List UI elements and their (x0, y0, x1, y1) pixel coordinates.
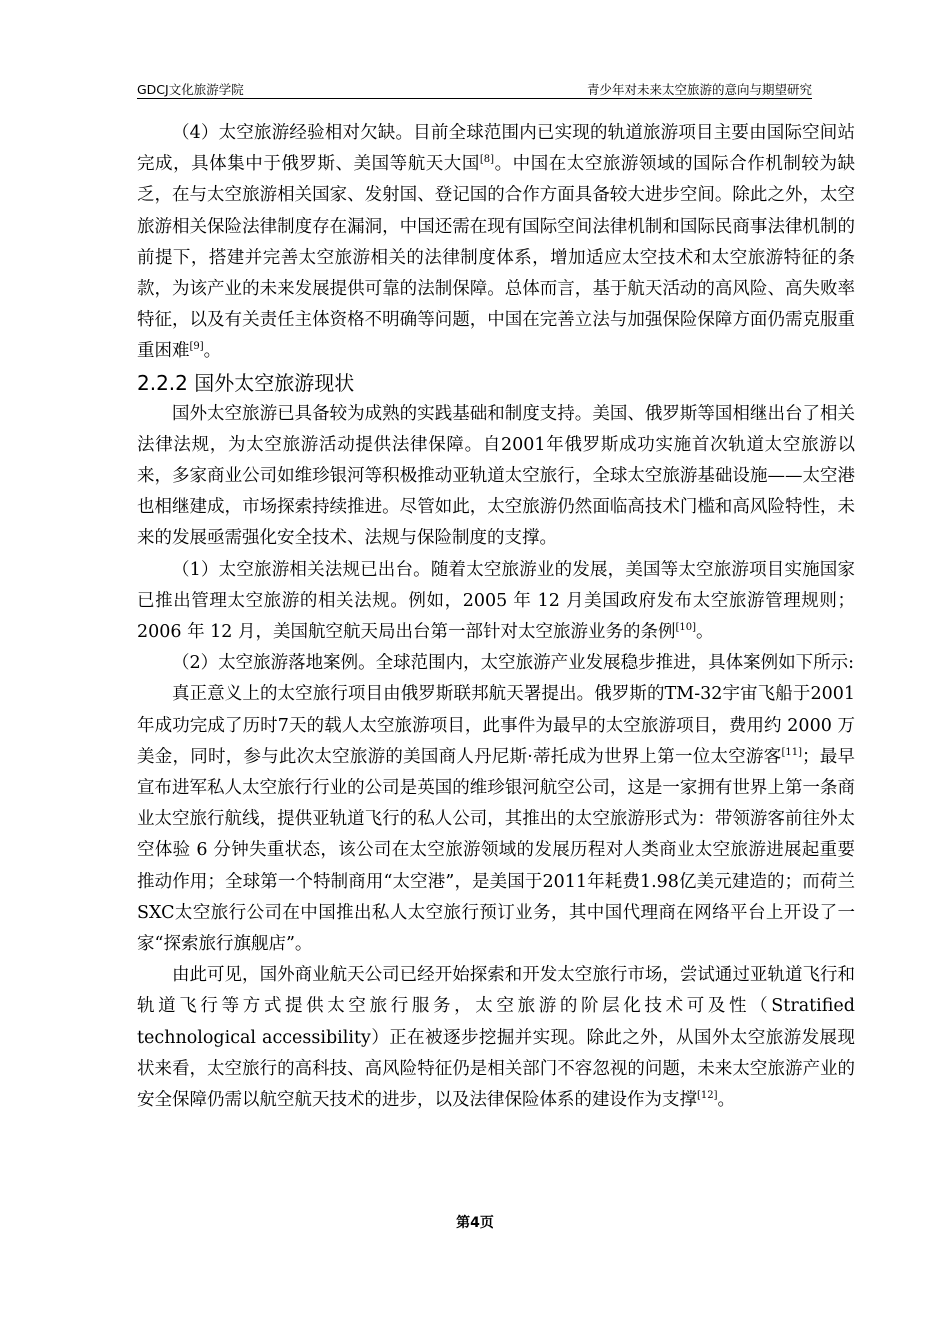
paragraph-regulations (137, 555, 855, 649)
paragraph-text: （1）太空旅游相关法规已出台。随着太空旅游业的发展，美国等太空旅游项目实施国家已推出管理太空旅游的相关法规。例如，2005 年 12 月美国政府发布太空旅游管理规则；2006 年 12 月，美国航空航天局出台第一部针对太空旅游业务的条例 (137, 559, 855, 643)
citation-ref[interactable]: [9] (189, 341, 204, 353)
paragraph-text: 。 (203, 341, 222, 362)
paragraph-text: 。中国在太空旅游领域的国际合作机制较为缺乏，在与太空旅游相关国家、发射国、登记国的合作方面具备较大进步空间。除此之外，太空旅游相关保险法律制度存在漏洞，中国还需在现有国际空间法律机制和国际民商事法律机制的前提下，搭建并完善太空旅游相关的法律制度体系，增加适应太空技术和太空旅游特征的条款，为该产业的未来发展提供可靠的法制保障。总体而言，基于航天活动的高风险、高失败率特征，以及有关责任主体资格不明确等问题，中国在完善立法与加强保险保障方面仍需克服重重困难 (137, 154, 855, 362)
paragraph-text: 由此可见，国外商业航天公司已经开始探索和开发太空旅行市场，尝试通过亚轨道飞行和轨道飞行等方式提供太空旅行服务，太空旅游的阶层化技术可及性（Stratified technological accessibility）正在被逐步挖掘并实现。除此之外，从国外太空旅游发展现状来看，太空旅行的高科技、高风险特征仍是相关部门不容忽视的问题，未来太空旅游产业的安全保障仍需以航空航天技术的进步，以及法律保险体系的建设作为支撑 (137, 965, 855, 1111)
paragraph-conclusion (137, 960, 855, 1116)
citation-ref[interactable]: [10] (675, 622, 697, 634)
paragraph-text: 真正意义上的太空旅行项目由俄罗斯联邦航天署提出。俄罗斯的TM-32宇宙飞船于2001年成功完成了历时7天的载人太空旅游项目，此事件为最早的太空旅游项目，费用约 2000 万美金，同时，参与此次太空旅游的美国商人丹尼斯·蒂托成为世界上第一位太空游客 (137, 684, 855, 767)
paragraph-text: （4）太空旅游经验相对欠缺。目前全球范围内已实现的轨道旅游项目主要由国际空间站完成，具体集中于俄罗斯、美国等航天大国 (137, 123, 855, 175)
paragraph-cases-intro: （2）太空旅游落地案例。全球范围内，太空旅游产业发展稳步推进，具体案例如下所示: (172, 653, 855, 674)
citation-ref[interactable]: [8] (479, 154, 495, 166)
paragraph-cases (137, 679, 855, 960)
section-heading: 2.2.2 国外太空旅游现状 (137, 370, 355, 395)
paragraph-text: 。 (717, 1090, 736, 1111)
citation-ref[interactable]: [12] (697, 1090, 718, 1102)
paragraph-text: ；最早宣布进军私人太空旅行行业的公司是英国的维珍银河航空公司，这是一家拥有世界上第一条商业太空旅行航线，提供亚轨道飞行的私人公司，其推出的太空旅游形式为：带领游客前往外太空体验 6 分钟失重状态，该公司在太空旅游领域的发展历程对人类商业太空旅游进展起重要推动作用；全球第一个特制商用“太空港”，是美国于2011年耗费1.98亿美元建造的；而荷兰SXC太空旅行公司在中国推出私人太空旅行预订业务，其中国代理商在网络平台上开设了一家“探索旅行旗舰店”。 (137, 746, 855, 955)
citation-ref[interactable]: [11] (781, 747, 803, 759)
header-institution: GDCJ文化旅游学院 (137, 82, 244, 97)
page-number: 第4页 (456, 1215, 494, 1231)
paragraph-text: 。 (696, 622, 714, 643)
paragraph-experience-lacking (137, 118, 855, 368)
header-paper-title: 青少年对未来太空旅游的意向与期望研究 (586, 82, 812, 97)
page-header (137, 80, 812, 99)
body-content (137, 118, 855, 1116)
paragraph-overview: 国外太空旅游已具备较为成熟的实践基础和制度支持。美国、俄罗斯等国相继出台了相关法律法规，为太空旅游活动提供法律保障。自2001年俄罗斯成功实施首次轨道太空旅游以来，多家商业公司如维珍银河等积极推动亚轨道太空旅行，全球太空旅游基础设施——太空港也相继建成，市场探索持续推进。尽管如此，太空旅游仍然面临高技术门槛和高风险特性，未来的发展亟需强化安全技术、法规与保险制度的支撑。 (137, 403, 855, 549)
